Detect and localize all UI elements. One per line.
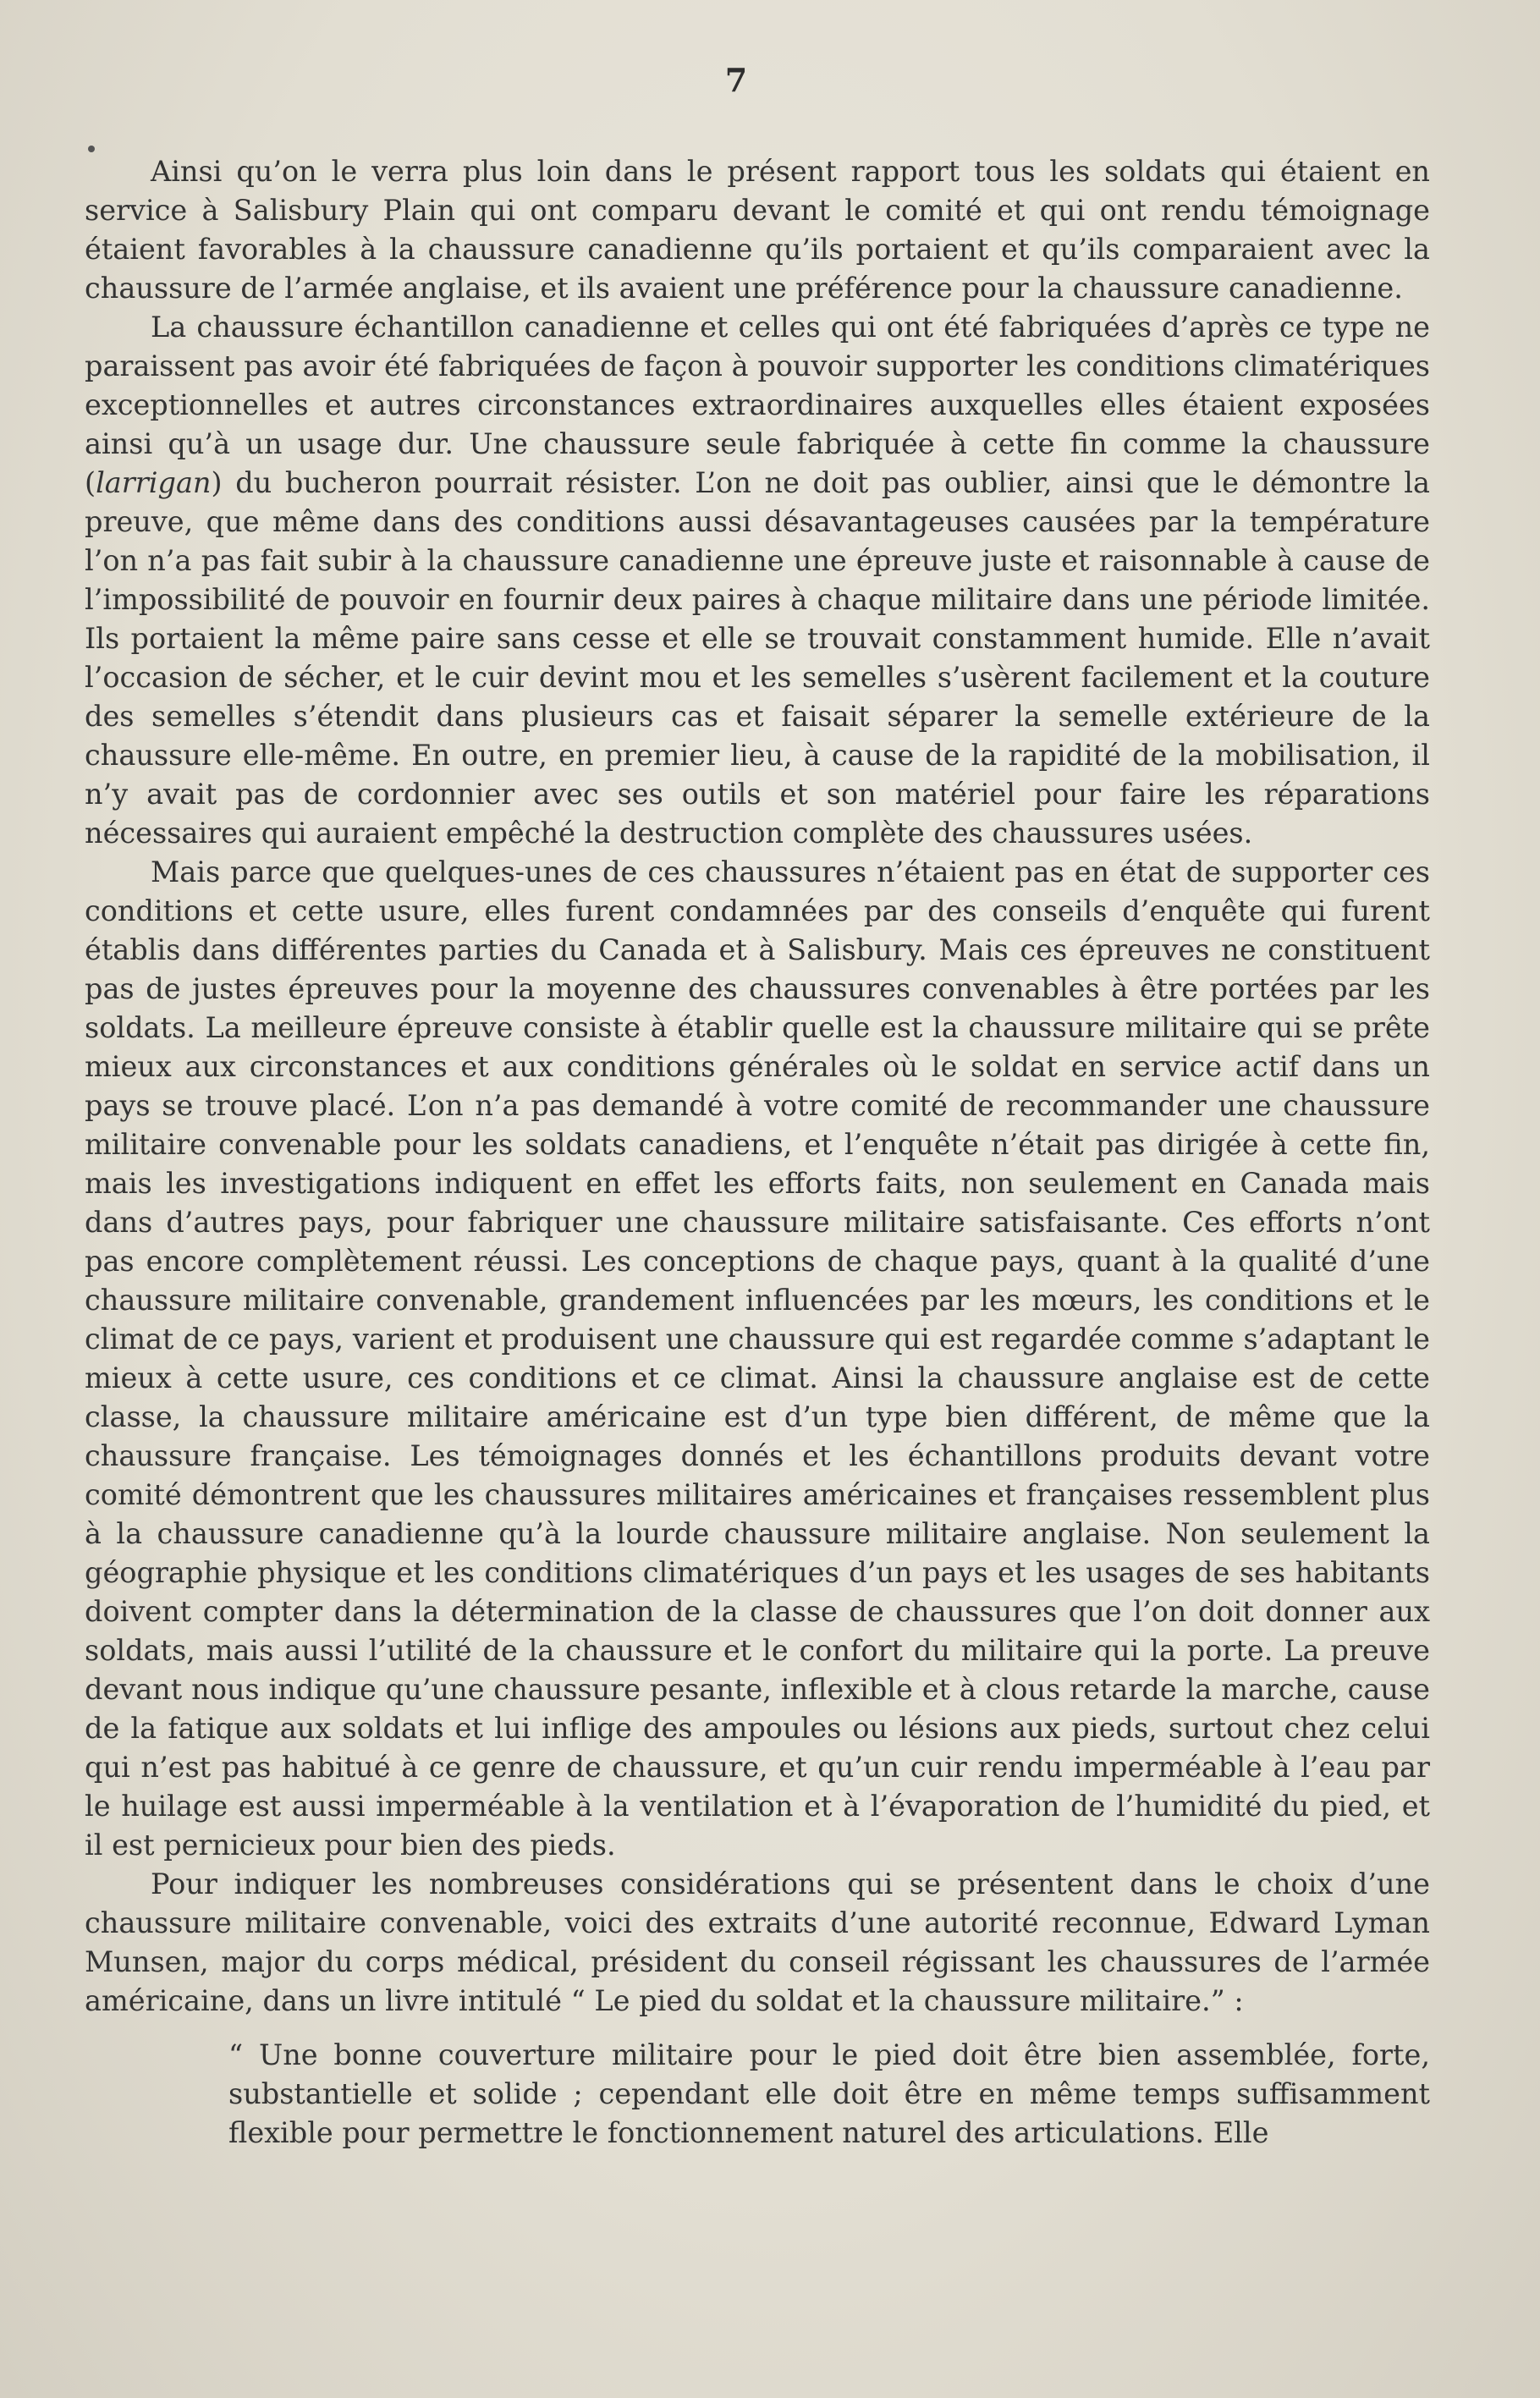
body-text [85, 152, 1430, 2153]
page-number: 7 [724, 61, 748, 99]
paragraph-4: Pour indiquer les nombreuses considérations qui se présentent dans le choix d’une chaussure militaire convenable, voici des extraits d’une autorité reconnue, Edward Lyman Munsen, major du corps médical, président du conseil régissant les chaussures de l’armée américaine, dans un livre intitulé “ Le pied du soldat et la chaussure militaire.” : [85, 1867, 1430, 2017]
paragraph-1: Ainsi qu’on le verra plus loin dans le présent rapport tous les soldats qui étaient en service à Salisbury Plain qui ont comparu devant le comité et qui ont rendu témoignage étaient favorables à la chaussure canadienne qu’ils portaient et qu’ils comparaient avec la chaussure de l’armée anglaise, et ils avaient une préférence pour la chaussure canadienne. [85, 155, 1430, 305]
paragraph-2-part-2: ) du bucheron pourrait résister. L’on ne doit pas oublier, ainsi que le démontre la preuve, que même dans des conditions aussi désavantageuses causées par la température l’on n’a pas fait subir à la chaussure canadienne une épreuve juste et raisonnable à cause de l’impossibilité de pouvoir en fournir deux paires à chaque militaire dans une période limitée. Ils portaient la même paire sans cesse et elle se trouvait constamment humide. Elle n’avait l’occasion de sécher, et le cuir devint mou et les semelles s’usèrent facilement et la couture des semelles s’étendit dans plusieurs cas et faisait séparer la semelle extérieure de la chaussure elle-même. En outre, en premier lieu, à cause de la rapidité de la mobilisation, il n’y avait pas de cordonnier avec ses outils et son matériel pour faire les réparations nécessaires qui auraient empêché la destruction complète des chaussures usées. [85, 466, 1430, 850]
ink-speck [88, 146, 95, 152]
block-quote [228, 2036, 1430, 2153]
paragraph-2-part-1: La chaussure échantillon canadienne et celles qui ont été fabriquées d’après ce type ne paraissent pas avoir été fabriquées de façon à pouvoir supporter les conditions climatériques exceptionnelles et autres circonstances extraordinaires auxquelles elles étaient exposées ainsi qu’à un usage dur. Une chaussure seule fabriquée à cette fin comme la chaussure ( [85, 311, 1430, 499]
paragraph-3: Mais parce que quelques-unes de ces chaussures n’étaient pas en état de supporter ces conditions et cette usure, elles furent condamnées par des conseils d’enquête qui furent établis dans différentes parties du Canada et à Salisbury. Mais ces épreuves ne constituent pas de justes épreuves pour la moyenne des chaussures convenables à être portées par les soldats. La meilleure épreuve consiste à établir quelle est la chaussure militaire qui se prête mieux aux circonstances et aux conditions générales où le soldat en service actif dans un pays se trouve placé. L’on n’a pas demandé à votre comité de recommander une chaussure militaire convenable pour les soldats canadiens, et l’enquête n’était pas dirigée à cette fin, mais les investigations indiquent en effet les efforts faits, non seulement en Canada mais dans d’autres pays, pour fabriquer une chaussure militaire satisfaisante. Ces efforts n’ont pas encore complètement réussi. Les conceptions de chaque pays, quant à la qualité d’une chaussure militaire convenable, grandement influencées par les mœurs, les conditions et le climat de ce pays, varient et produisent une chaussure qui est regardée comme s’adaptant le mieux à cette usure, ces conditions et ce climat. Ainsi la chaussure anglaise est de cette classe, la chaussure militaire américaine est d’un type bien différent, de même que la chaussure française. Les témoignages donnés et les échantillons produits devant votre comité démontrent que les chaussures militaires américaines et françaises ressemblent plus à la chaussure canadienne qu’à la lourde chaussure militaire anglaise. Non seulement la géographie physique et les conditions climatériques d’un pays et les usages de ses habitants doivent compter dans la détermination de la classe de chaussures que l’on doit donner aux soldats, mais aussi l’utilité de la chaussure et le confort du militaire qui la porte. La preuve devant nous indique qu’une chaussure pesante, inflexible et à clous retarde la marche, cause de la fatique aux soldats et lui inflige des ampoules ou lésions aux pieds, surtout chez celui qui n’est pas habitué à ce genre de chaussure, et qu’un cuir rendu imperméable à l’eau par le huilage est aussi imperméable à la ventilation et à l’évaporation de l’humidité du pied, et il est pernicieux pour bien des pieds. [85, 855, 1430, 1862]
paragraph-2-italic-term: larrigan [96, 466, 212, 499]
paragraph-2 [85, 308, 1430, 853]
block-quote-text: “ Une bonne couverture militaire pour le pied doit être bien assemblée, forte, substantielle et solide ; cependant elle doit être en même temps suffisamment flexible pour permettre le fonctionnement naturel des articulations. Elle [228, 2038, 1430, 2149]
